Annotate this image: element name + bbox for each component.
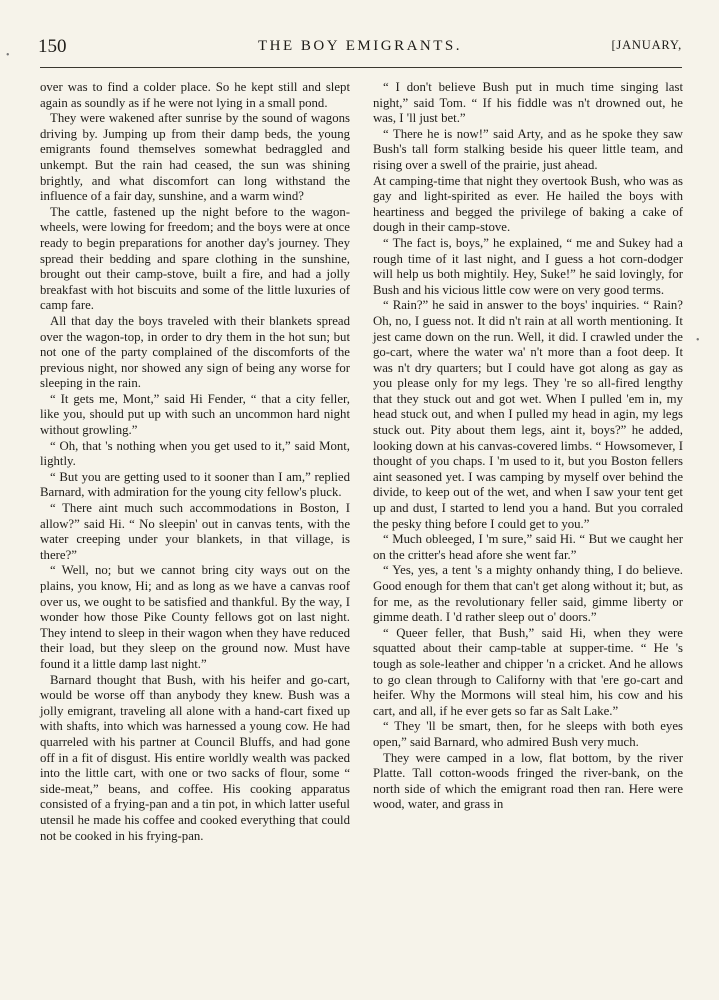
left-column: [40, 80, 350, 844]
issue-month: [JANUARY,: [611, 38, 682, 52]
margin-dot: •: [6, 50, 10, 61]
paragraph: “ Well, no; but we cannot bring city ways out on the plains, you know, Hi; and as long as we have a canvas roof over us, we ought to be satisfied and thankful. By the way, I wonder how those Pike County fellows got on last night. They intend to sleep in their wagon when they have reduced their load, but they sleep on the ground now. Must have found it a little damp last night.”: [40, 563, 350, 671]
paragraph: “ Queer feller, that Bush,” said Hi, when they were squatted about their camp-table at supper-time. “ He 's tough as sole-leather and chipper 'n a cricket. And he allows to go clean through to Californy with that 'ere go-cart and heifer. Why the Mormons will steal him, his cow and his cart, and all, if he ever gets so far as Salt Lake.”: [373, 625, 683, 718]
paragraph: “ Rain?” he said in answer to the boys' inquiries. “ Rain? Oh, no, I guess not. It did n't rain at all worth mentioning. It jest came down on the run. Well, it did. I crawled under the go-cart, where the water wa' n't more than a foot deep. It was n't dry quarters; but I could have got along as gay as you please only for my legs. They 're so all-fired lengthy that they stuck out and got wet. When I pulled 'em in, my head stuck out, and when I pulled my head in agin, my legs stuck out. Pity about them legs, aint it, boys?” he added, looking down at his canvas-covered limbs. “ Howsomever, I thought of you chaps. I 'm used to it, but you Boston fellers aint seasoned yet. I was camping by myself over behind the divide, to keep out of the wet, and when I saw your tent get up and dust, I started to lend you a hand. But you corraled the pesky thing before I could get to you.”: [373, 298, 683, 531]
running-title: THE BOY EMIGRANTS.: [257, 38, 463, 54]
paragraph: Barnard thought that Bush, with his heifer and go-cart, would be worse off than anybody they knew. Bush was a jolly emigrant, traveling all alone with a hand-cart fixed up with shafts, into which was harnessed a young cow. He had quarreled with his partner at Council Bluffs, and had gone off in a fit of disgust. His entire worldly wealth was packed into the little cart, with one or two sacks of flour, some “ side-meat,” beans, and coffee. His cooking apparatus consisted of a frying-pan and a tin pot, in which latter useful utensil he made his coffee and cooked everything that could not be cooked in his frying-pan.: [40, 672, 350, 843]
paragraph: over was to find a colder place. So he kept still and slept again as soundly as if he were not lying in a small pond.: [40, 80, 350, 110]
paragraph: “ There he is now!” said Arty, and as he spoke they saw Bush's tall form stalking beside his queer little team, and rising over a swell of the prairie, just ahead.: [373, 126, 683, 172]
paragraph: “ Yes, yes, a tent 's a mighty onhandy thing, I do believe. Good enough for them that can't get along without it; but, as for me, as the revolutionary feller said, gimme liberty or gimme death. I 'd rather sleep out o' doors.”: [373, 563, 683, 625]
margin-dot: •: [696, 335, 700, 346]
page-header: [38, 36, 682, 58]
paragraph: “ There aint much such accommodations in Boston, I allow?” said Hi. “ No sleepin' out in canvas tents, with the water creeping under your blankets, in that village, is there?”: [40, 501, 350, 562]
header-rule: [40, 67, 682, 68]
paragraph: The cattle, fastened up the night before to the wagon-wheels, were lowing for freedom; and the boys were at once ready to begin preparations for another day's journey. They spread their bedding and spare clothing in the sunshine, brought out their camp-stove, built a fire, and had a jolly breakfast with hot biscuits and some of the little luxuries of camp fare.: [40, 204, 350, 313]
paragraph: “ Much obleeged, I 'm sure,” said Hi. “ But we caught her on the critter's head afore she went far.”: [373, 532, 683, 562]
paragraph: All that day the boys traveled with their blankets spread over the wagon-top, in order to dry them in the hot sun; but not one of the party complained of the discomforts of the previous night, nor showed any sign of being any worse for sleeping in the rain.: [40, 313, 350, 391]
paragraph: “ I don't believe Bush put in much time singing last night,” said Tom. “ If his fiddle was n't drowned out, he was, I 'll just bet.”: [373, 80, 683, 126]
page-number: 150: [38, 36, 67, 57]
paragraph: At camping-time that night they overtook Bush, who was as gay and light-spirited as ever. He hailed the boys with heartiness and begged the privilege of baking a cake of dough in their camp-stove.: [373, 173, 683, 235]
paragraph: They were wakened after sunrise by the sound of wagons driving by. Jumping up from their damp beds, the young emigrants found themselves somewhat bedraggled and unkempt. But the rain had ceased, the sun was shining brightly, and what discomfort can long withstand the influence of a fair day, sunshine, and a warm wind?: [40, 111, 350, 204]
paragraph: “ It gets me, Mont,” said Hi Fender, “ that a city feller, like you, should put up with such an uncommon hard night without growling.”: [40, 391, 350, 438]
paragraph: “ But you are getting used to it sooner than I am,” replied Barnard, with admiration for the young city fellow's pluck.: [40, 469, 350, 500]
paragraph: “ They 'll be smart, then, for he sleeps with both eyes open,” said Barnard, who admired Bush very much.: [373, 719, 683, 749]
paragraph: “ Oh, that 's nothing when you get used to it,” said Mont, lightly.: [40, 438, 350, 469]
paragraph: They were camped in a low, flat bottom, by the river Platte. Tall cotton-woods fringed the river-bank, on the north side of which the emigrant road then ran. Here were wood, water, and grass in: [373, 750, 683, 812]
right-column: [373, 80, 683, 813]
paragraph: “ The fact is, boys,” he explained, “ me and Sukey had a rough time of it last night, and I guess a hot corn-dodger will help us both mightily. Hey, Suke!” he said lovingly, for Bush and his vicious little cow were on very good terms.: [373, 235, 683, 297]
